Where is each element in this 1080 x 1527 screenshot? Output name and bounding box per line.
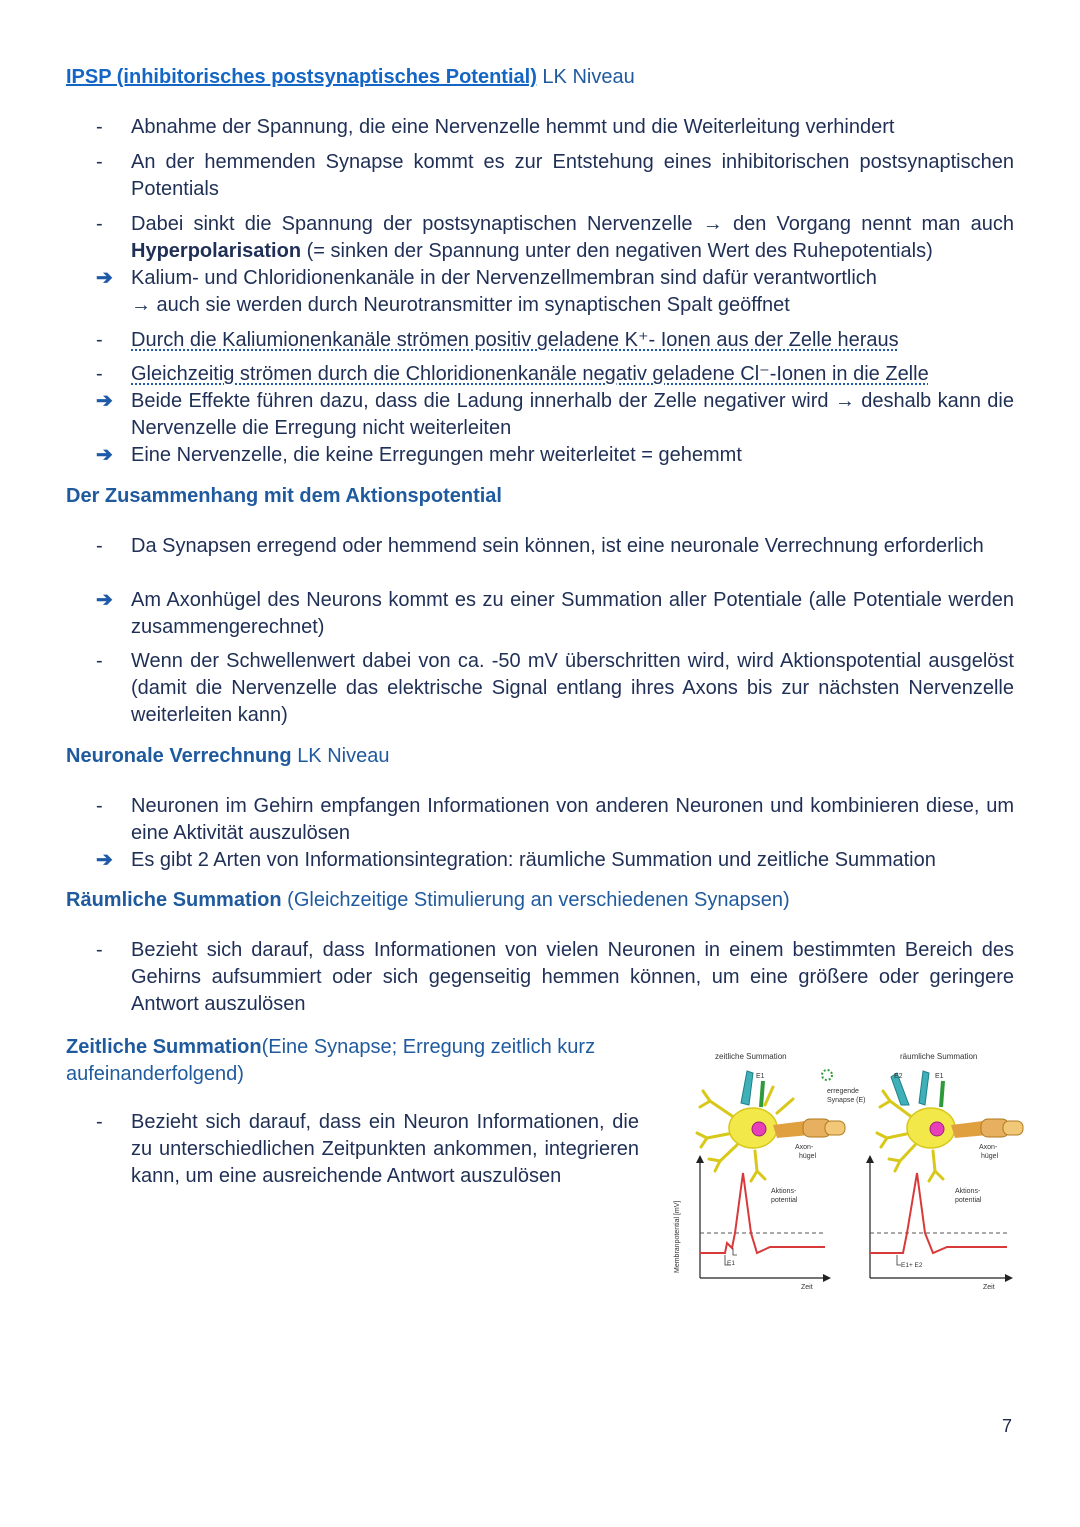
verrechnung-item-1: Neuronen im Gehirn empfangen Informationen von anderen Neuronen und kombinieren diese, um eine Aktivität auszulösen	[131, 795, 1014, 844]
right-ap-label-b: potential	[955, 1197, 982, 1204]
ipsp-item-8: Eine Nervenzelle, die keine Erregungen mehr weiterleitet = gehemmt	[131, 444, 742, 466]
left-axon-label-a: Axon-	[795, 1144, 814, 1151]
arrow-icon: ➔	[96, 849, 113, 871]
arrow-icon: ➔	[96, 444, 113, 466]
hyperpolarisation-term: Hyperpolarisation	[131, 240, 302, 262]
raeumlich-heading	[66, 889, 790, 912]
verrechnung-heading	[66, 745, 389, 768]
ipsp-heading-link[interactable]: IPSP (inhibitorisches postsynaptisches Potential)	[66, 66, 537, 88]
left-ap-label-a: Aktions-	[771, 1188, 797, 1195]
zeitlich-subtitle-a: (Eine Synapse; Erregung zeitlich kurz	[261, 1036, 596, 1058]
right-marker-label: E1+ E2	[901, 1262, 923, 1269]
right-axon-label-a: Axon-	[979, 1144, 998, 1151]
summation-figure	[665, 1043, 1025, 1293]
aktionspotential-item-3: Wenn der Schwellenwert dabei von ca. -50 mV überschritten wird, wird Aktionspotential ausgelöst (damit die Nervenzelle das elektrische Signal entlang ihres Axons bis zur nächsten Nervenzelle weiterleiten kann)	[131, 650, 1014, 726]
verrechnung-title: Neuronale Verrechnung	[66, 745, 292, 767]
verrechnung-level: LK Niveau	[297, 745, 390, 767]
synapse-legend	[822, 1070, 866, 1104]
dash-marker: -	[96, 939, 103, 961]
arrow-icon: ➔	[96, 390, 113, 412]
right-ap-label-a: Aktions-	[955, 1188, 981, 1195]
aktionspotential-heading: Der Zusammenhang mit dem Aktionspotential	[66, 485, 502, 507]
ipsp-heading	[66, 66, 635, 89]
dash-marker: -	[96, 650, 103, 672]
zeitlich-heading	[66, 1034, 595, 1088]
dash-marker: -	[96, 535, 103, 557]
left-x-axis-label: Zeit	[801, 1284, 813, 1291]
arrow-icon: ➔	[96, 589, 113, 611]
dash-marker: -	[96, 1111, 103, 1133]
hyperpolarisation-definition: (= sinken der Spannung unter den negativen Wert des Ruhepotentials)	[306, 240, 933, 262]
left-marker-label: E1	[727, 1260, 735, 1267]
chlorid-text: Gleichzeitig strömen durch die Chloridionenkanäle negativ geladene Cl⁻-Ionen in die Zelle	[131, 363, 929, 385]
raeumlich-item-1: Bezieht sich darauf, dass Informationen von vielen Neuronen in einem bestimmten Bereich des Gehirns aufsummiert oder sich gegenseitig hemmen können, um eine größere oder geringere Antwort auszulösen	[131, 939, 1014, 1015]
ipsp-item-4-sub: → auch sie werden durch Neurotransmitter im synaptischen Spalt geöffnet	[131, 294, 790, 316]
right-figure-title: räumliche Summation	[900, 1052, 978, 1061]
raeumlich-title: Räumliche Summation	[66, 889, 282, 911]
right-axon-label-b: hügel	[981, 1153, 999, 1160]
zeitlich-title: Zeitliche Summation	[66, 1036, 262, 1058]
arrow-icon: ➔	[96, 267, 113, 289]
y-axis-label: Membranpotential [mV]	[674, 1200, 681, 1273]
zeitlich-subtitle-b: aufeinanderfolgend)	[66, 1063, 244, 1085]
synapse-label-b: Synapse (E)	[827, 1097, 866, 1104]
right-neuron-icon	[877, 1071, 1023, 1181]
dash-marker: -	[96, 363, 103, 385]
right-x-axis-label: Zeit	[983, 1284, 995, 1291]
ipsp-item-1: Abnahme der Spannung, die eine Nervenzelle hemmt und die Weiterleitung verhindert	[131, 116, 895, 138]
left-ap-label-b: potential	[771, 1197, 798, 1204]
ipsp-item-3	[131, 211, 1014, 265]
ipsp-item-2: An der hemmenden Synapse kommt es zur Entstehung eines inhibitorischen postsynaptischen Potentials	[131, 151, 1014, 200]
ipsp-item-6	[131, 361, 1014, 388]
zeitlich-item-1: Bezieht sich darauf, dass ein Neuron Informationen, die zu unterschiedlichen Zeitpunkten ankommen, integrieren kann, um eine ausreichende Antwort auszulösen	[131, 1111, 639, 1187]
left-axon-label-b: hügel	[799, 1153, 817, 1160]
ipsp-level: LK Niveau	[542, 66, 635, 88]
synapse-label-a: erregende	[827, 1088, 859, 1095]
aktionspotential-item-1: Da Synapsen erregend oder hemmend sein können, ist eine neuronale Verrechnung erforderlich	[131, 535, 984, 557]
left-graph	[674, 1155, 831, 1291]
right-e1-label: E1	[935, 1073, 944, 1080]
verrechnung-item-2: Es gibt 2 Arten von Informationsintegration: räumliche Summation und zeitliche Summation	[131, 849, 936, 871]
dash-marker: -	[96, 151, 103, 173]
left-e1-label: E1	[756, 1073, 765, 1080]
dash-marker: -	[96, 795, 103, 817]
left-neuron-icon	[697, 1071, 845, 1181]
left-figure-title: zeitliche Summation	[715, 1052, 787, 1061]
ipsp-item-5	[131, 327, 1014, 354]
raeumlich-subtitle: (Gleichzeitige Stimulierung an verschiedenen Synapsen)	[287, 889, 790, 911]
dash-marker: -	[96, 213, 103, 235]
dash-marker: -	[96, 116, 103, 138]
page-number: 7	[1002, 1416, 1013, 1436]
dash-marker: -	[96, 329, 103, 351]
right-e2-label: E2	[894, 1073, 903, 1080]
ipsp-item-3-text: Dabei sinkt die Spannung der postsynaptischen Nervenzelle → den Vorgang nennt man auch	[131, 213, 1014, 235]
ipsp-item-7: Beide Effekte führen dazu, dass die Ladung innerhalb der Zelle negativer wird → deshalb kann die Nervenzelle die Erregung nicht weiterleiten	[131, 390, 1014, 439]
ipsp-item-4: Kalium- und Chloridionenkanäle in der Nervenzellmembran sind dafür verantwortlich	[131, 267, 877, 289]
aktionspotential-item-2: Am Axonhügel des Neurons kommt es zu einer Summation aller Potentiale (alle Potentiale werden zusammengerechnet)	[131, 589, 1014, 638]
kalium-text: Durch die Kaliumionenkanäle strömen positiv geladene K⁺- Ionen aus der Zelle heraus	[131, 329, 899, 351]
